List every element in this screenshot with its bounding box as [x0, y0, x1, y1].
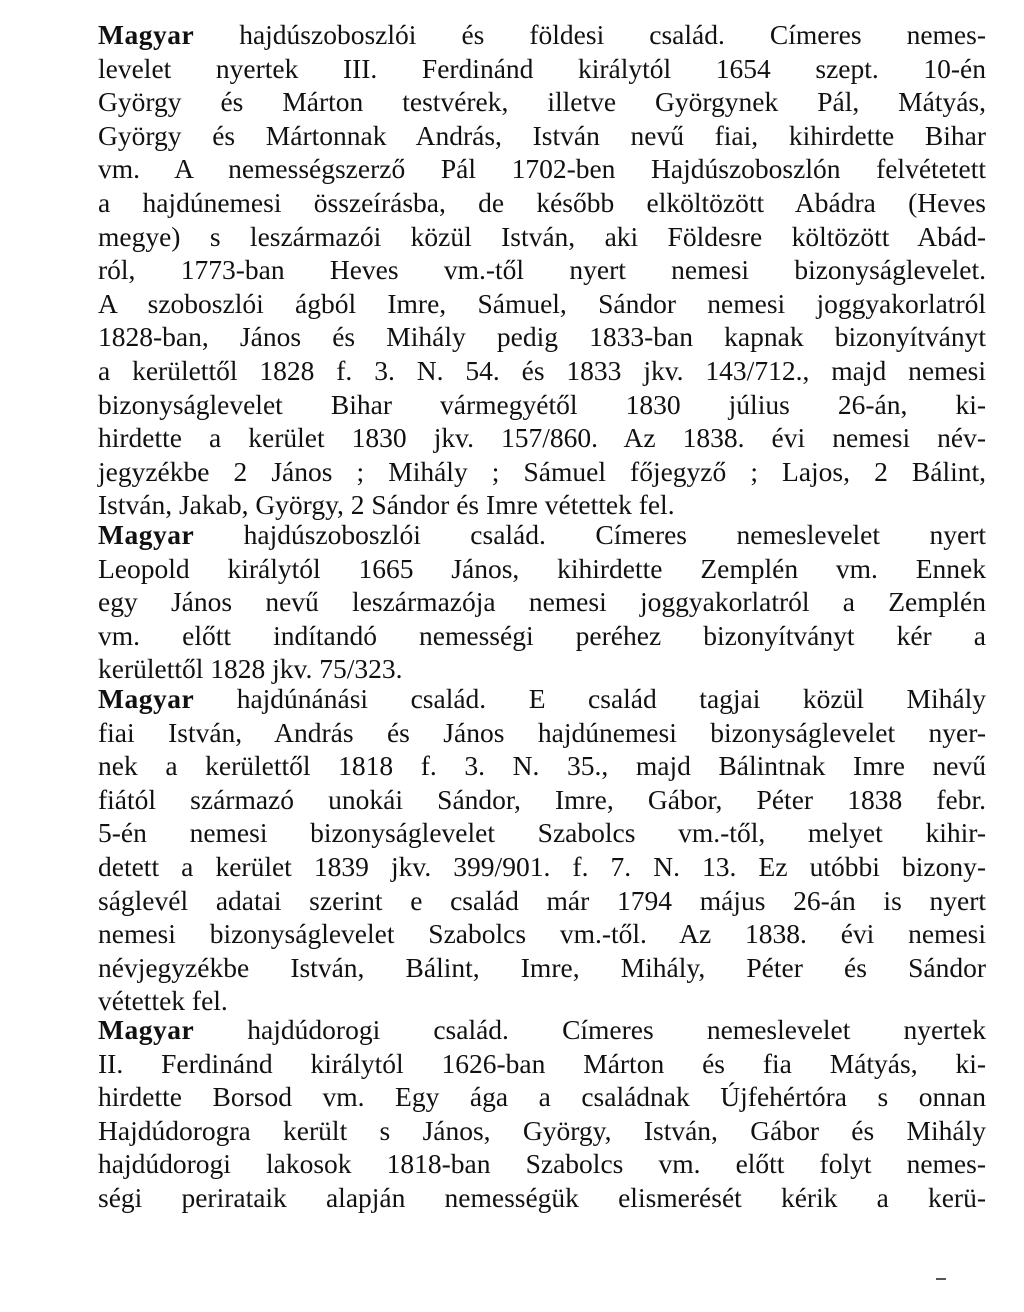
entry-line: bizonyságlevelet Bihar vármegyétől 1830 július 26-án, ki- — [98, 388, 986, 420]
entry-line: fiai István, András és János hajdúnemesi bizonyságlevelet nyer- — [98, 716, 986, 748]
entry-line: vétettek fel. — [98, 985, 228, 1017]
entry-line: Hajdúdorogra került s János, György, István, Gábor és Mihály — [98, 1114, 986, 1146]
entry-line: kerülettől 1828 jkv. 75/323. — [98, 653, 403, 685]
page-mark — [936, 1278, 946, 1280]
entry-line: hirdette a kerület 1830 jkv. 157/860. Az 1838. évi nemesi név- — [98, 422, 986, 454]
entry-line: György és Márton testvérek, illetve Györgynek Pál, Mátyás, — [98, 86, 986, 118]
entry-line: 5-én nemesi bizonyságlevelet Szabolcs vm.-től, melyet kihir- — [98, 817, 986, 849]
entry-line: hirdette Borsod vm. Egy ága a családnak Újfehértóra s onnan — [98, 1081, 986, 1113]
line-text: hajdúdorogi család. Címeres nemeslevelet nyertek — [194, 1014, 986, 1045]
entry-magyar-hajdunanas — [98, 682, 986, 1018]
entry-line — [98, 682, 986, 716]
entry-line: István, Jakab, György, 2 Sándor és Imre vétettek fel. — [98, 489, 675, 521]
entry-line: a hajdúnemesi összeírásba, de később elköltözött Abádra (Heves — [98, 186, 986, 218]
entry-line: vm. A nemességszerző Pál 1702-ben Hajdúszoboszlón felvétetett — [98, 153, 986, 185]
entry-line: jegyzékbe 2 János ; Mihály ; Sámuel főjegyző ; Lajos, 2 Bálint, — [98, 455, 986, 487]
entry-surname: Magyar — [98, 683, 195, 714]
entry-line: levelet nyertek III. Ferdinánd királytól 1654 szept. 10-én — [98, 52, 986, 84]
entry-line: Leopold királytól 1665 János, kihirdette Zemplén vm. Ennek — [98, 552, 986, 584]
entry-line: nek a kerülettől 1818 f. 3. N. 35., majd Bálintnak Imre nevű — [98, 750, 986, 782]
entry-magyar-hajdudorog — [98, 1013, 986, 1215]
line-text: hajdúszoboszlói és földesi család. Címeres nemes- — [194, 19, 986, 50]
line-text: hajdúnánási család. E család tagjai közül Mihály — [194, 683, 986, 714]
line-text: hajdúszoboszlói család. Címeres nemeslevelet nyert — [194, 519, 986, 550]
entry-line: névjegyzékbe István, Bálint, Imre, Mihály, Péter és Sándor — [98, 951, 986, 983]
entry-line: ról, 1773-ban Heves vm.-től nyert nemesi bizonyságlevelet. — [98, 254, 986, 286]
entry-magyar-hajduszoboszlo — [98, 518, 986, 686]
entry-line: nemesi bizonyságlevelet Szabolcs vm.-től. Az 1838. évi nemesi — [98, 918, 986, 950]
entry-surname: Magyar — [98, 1014, 195, 1045]
entry-line: II. Ferdinánd királytól 1626-ban Márton és fia Mátyás, ki- — [98, 1047, 986, 1079]
entry-surname: Magyar — [98, 519, 195, 550]
entry-line: György és Mártonnak András, István nevű fiai, kihirdette Bihar — [98, 119, 986, 151]
entry-line: a kerülettől 1828 f. 3. N. 54. és 1833 jkv. 143/712., majd nemesi — [98, 354, 986, 386]
entry-line: fiától származó unokái Sándor, Imre, Gábor, Péter 1838 febr. — [98, 783, 986, 815]
entry-magyar-hajduszoboszlo-foldes — [98, 18, 986, 522]
entry-line — [98, 518, 986, 552]
entry-line: ságlevél adatai szerint e család már 1794 május 26-án is nyert — [98, 884, 986, 916]
entry-surname: Magyar — [98, 19, 195, 50]
entry-line — [98, 1013, 986, 1047]
entry-line: A szoboszlói ágból Imre, Sámuel, Sándor nemesi joggyakorlatról — [98, 287, 986, 319]
entry-line — [98, 18, 986, 52]
entry-line: detett a kerület 1839 jkv. 399/901. f. 7. N. 13. Ez utóbbi bizony- — [98, 850, 986, 882]
entry-line: egy János nevű leszármazója nemesi joggyakorlatról a Zemplén — [98, 586, 986, 618]
entry-line: megye) s leszármazói közül István, aki Földesre költözött Abád- — [98, 220, 986, 252]
entry-line: ségi perirataik alapján nemességük elismerését kérik a kerü- — [98, 1181, 986, 1213]
entry-line: vm. előtt indítandó nemességi peréhez bizonyítványt kér a — [98, 619, 986, 651]
entry-line: hajdúdorogi lakosok 1818-ban Szabolcs vm. előtt folyt nemes- — [98, 1148, 986, 1180]
entry-line: 1828-ban, János és Mihály pedig 1833-ban kapnak bizonyítványt — [98, 321, 986, 353]
